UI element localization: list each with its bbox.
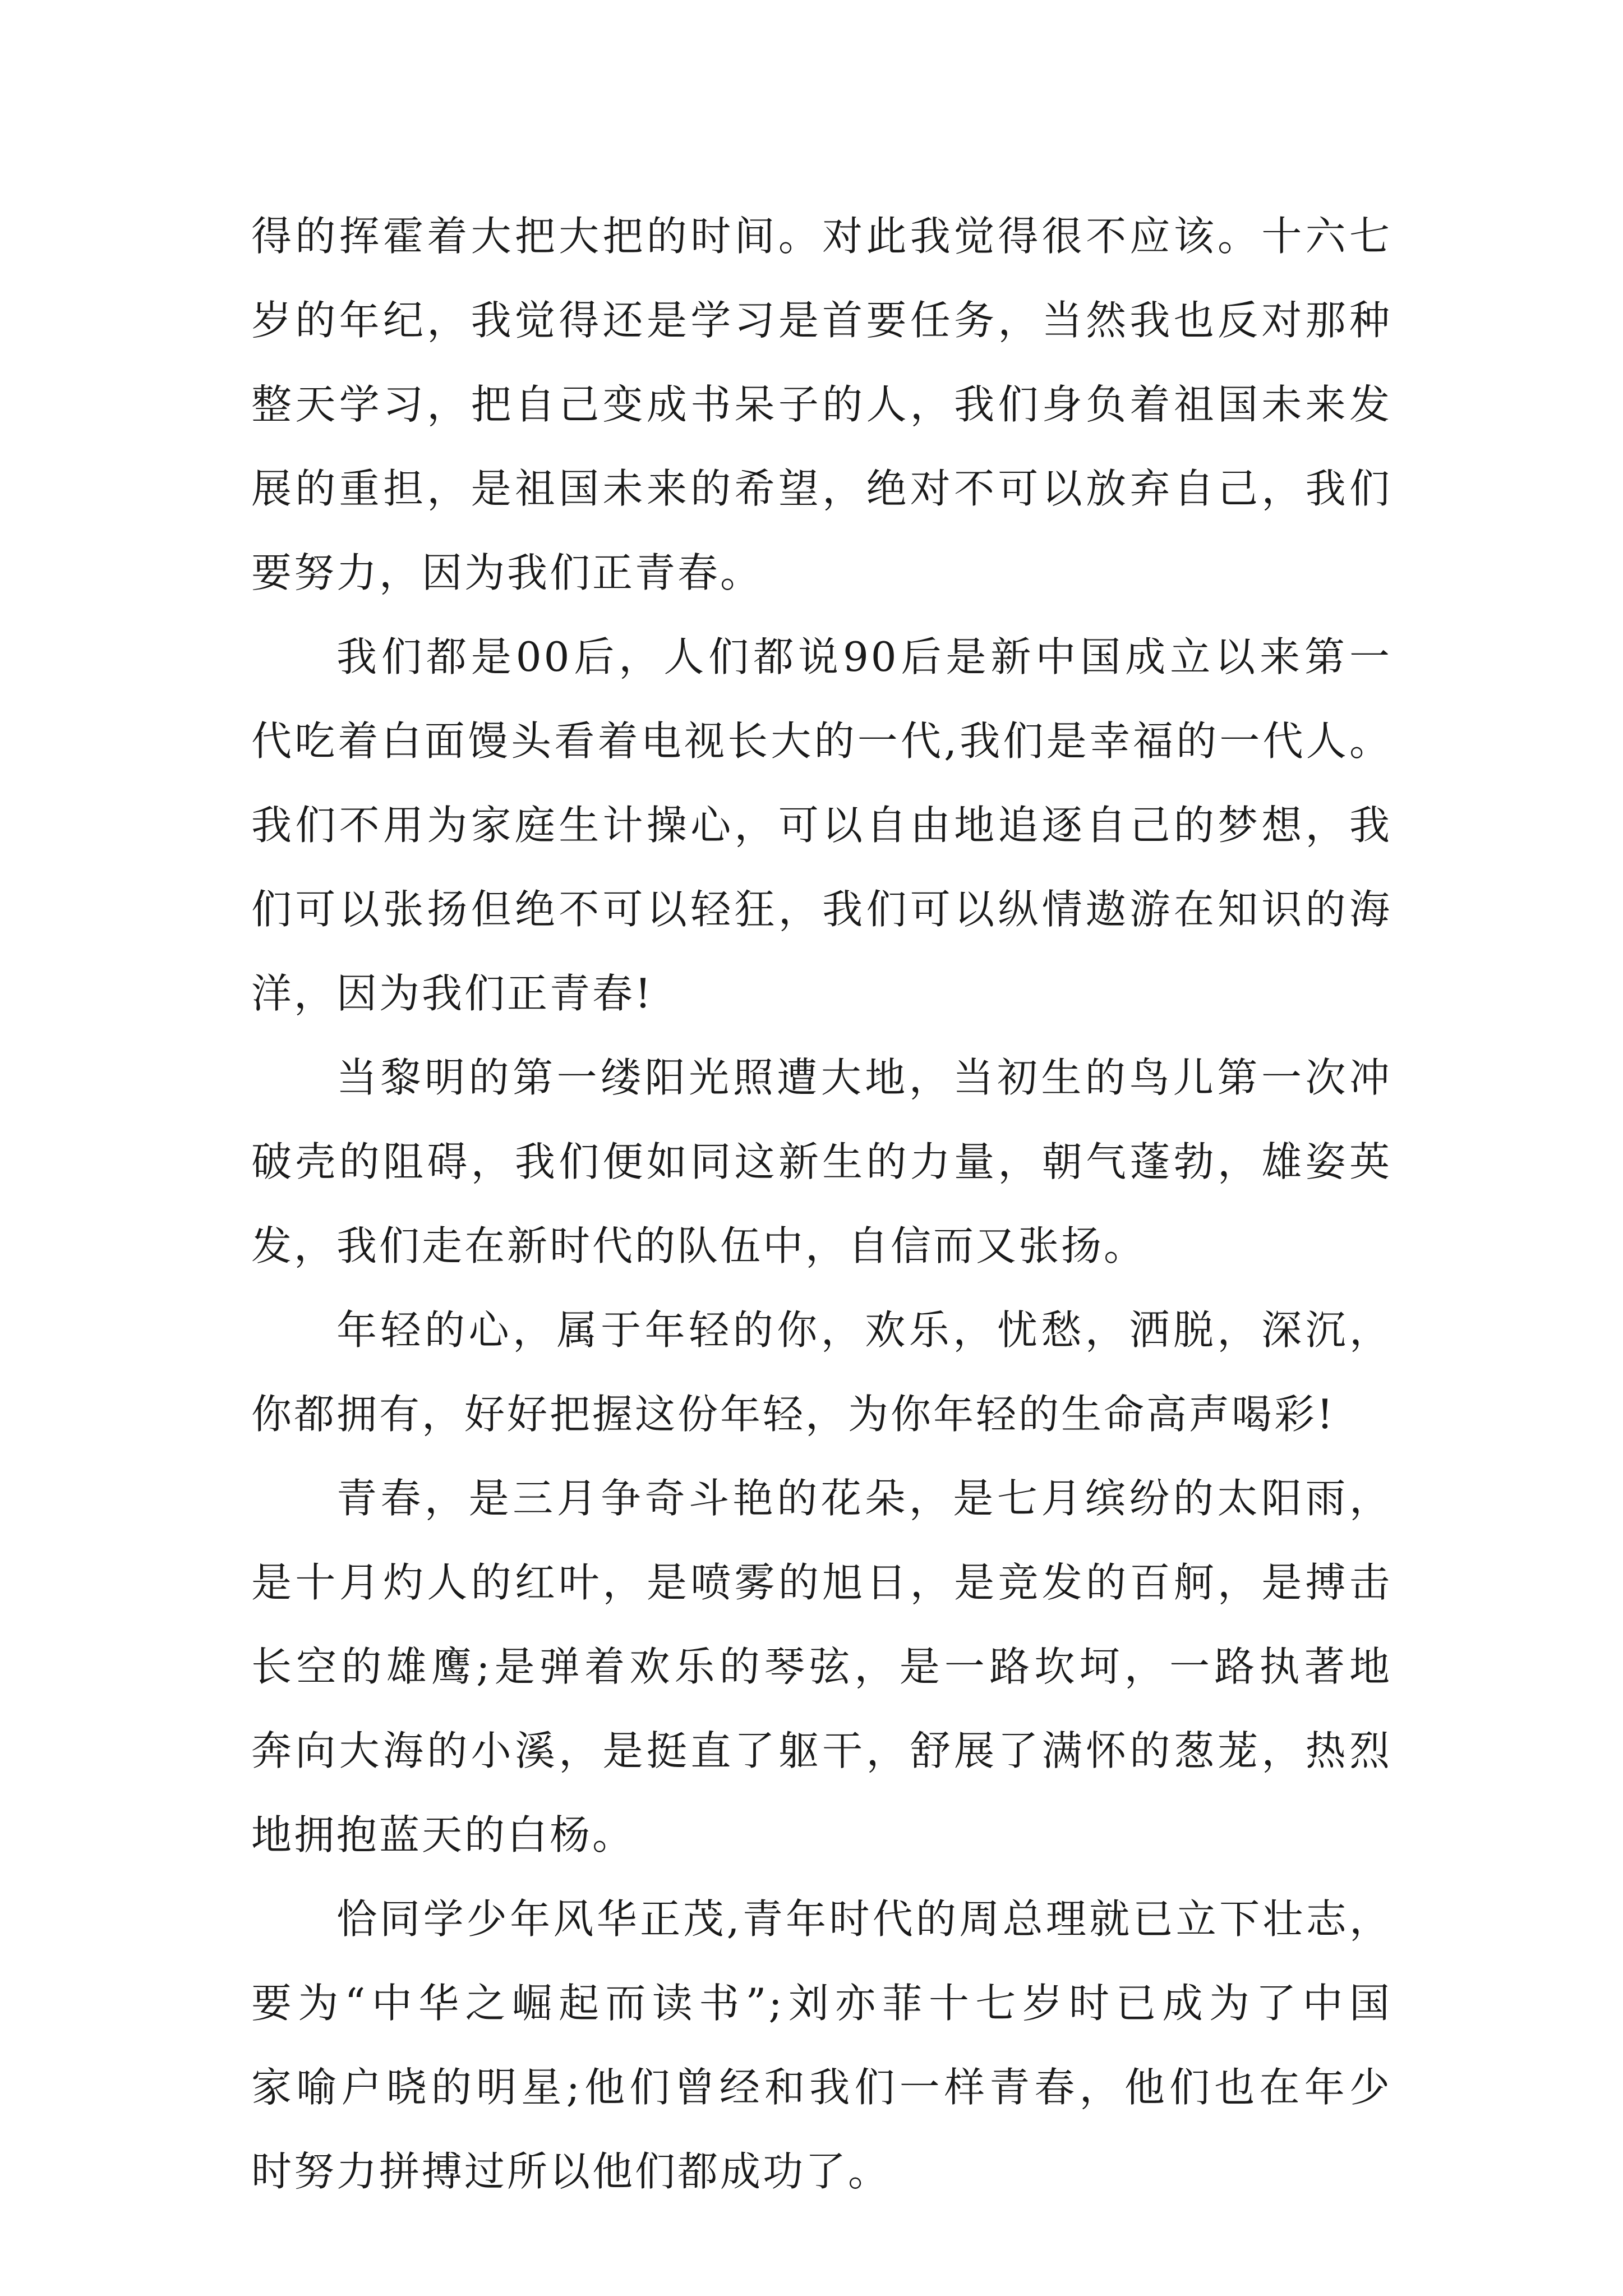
text-line: 恰同学少年风华正茂,青年时代的周总理就已立下壮志， xyxy=(336,1895,1392,1943)
text-line: 时努力拼搏过所以他们都成功了。 xyxy=(251,2148,891,2195)
text-line: 地拥抱蓝天的白杨。 xyxy=(251,1811,635,1858)
text-line: 展的重担，是祖国未来的希望，绝对不可以放弃自己，我们 xyxy=(251,465,1392,512)
text-line: 我们不用为家庭生计操心，可以自由地追逐自己的梦想，我 xyxy=(251,802,1392,849)
paragraph xyxy=(251,615,1392,1036)
paragraph xyxy=(251,1877,1392,2214)
text-line: 发，我们走在新时代的队伍中，自信而又张扬。 xyxy=(251,1222,1147,1269)
text-line: 是十月灼人的红叶，是喷雾的旭日，是竞发的百舸，是搏击 xyxy=(251,1559,1392,1606)
paragraph xyxy=(251,194,1392,615)
text-line: 整天学习，把自己变成书呆子的人，我们身负着祖国未来发 xyxy=(251,381,1392,428)
text-line: 我们都是00后，人们都说90后是新中国成立以来第一 xyxy=(336,633,1392,680)
text-line: 破壳的阻碍，我们便如同这新生的力量，朝气蓬勃，雄姿英 xyxy=(251,1138,1392,1185)
text-line: 岁的年纪，我觉得还是学习是首要任务，当然我也反对那种 xyxy=(251,297,1392,344)
text-line: 洋，因为我们正青春! xyxy=(251,970,653,1017)
text-line: 奔向大海的小溪，是挺直了躯干，舒展了满怀的葱茏，热烈 xyxy=(251,1727,1392,1774)
text-line: 们可以张扬但绝不可以轻狂，我们可以纵情遨游在知识的海 xyxy=(251,886,1392,933)
text-line: 要努力，因为我们正青春。 xyxy=(251,549,763,596)
text-line: 当黎明的第一缕阳光照遭大地，当初生的鸟儿第一次冲 xyxy=(336,1054,1392,1101)
text-line: 青春，是三月争奇斗艳的花朵，是七月缤纷的太阳雨， xyxy=(336,1475,1392,1522)
paragraph xyxy=(251,1456,1392,1877)
body-text xyxy=(251,194,1392,2214)
text-line: 你都拥有，好好把握这份年轻，为你年轻的生命高声喝彩! xyxy=(251,1391,1335,1438)
text-line: 代吃着白面馒头看着电视长大的一代,我们是幸福的一代人。 xyxy=(251,717,1392,765)
paragraph xyxy=(251,1288,1392,1456)
text-line: 得的挥霍着大把大把的时间。对此我觉得很不应该。十六七 xyxy=(251,213,1392,260)
paragraph xyxy=(251,1036,1392,1288)
text-line: 年轻的心，属于年轻的你，欢乐，忧愁，洒脱，深沉， xyxy=(336,1306,1392,1354)
text-line: 长空的雄鹰;是弹着欢乐的琴弦，是一路坎坷，一路执著地 xyxy=(251,1643,1392,1690)
text-line: 要为“中华之崛起而读书”;刘亦菲十七岁时已成为了中国 xyxy=(251,1980,1392,2027)
text-line: 家喻户晓的明星;他们曾经和我们一样青春，他们也在年少 xyxy=(251,2064,1392,2111)
